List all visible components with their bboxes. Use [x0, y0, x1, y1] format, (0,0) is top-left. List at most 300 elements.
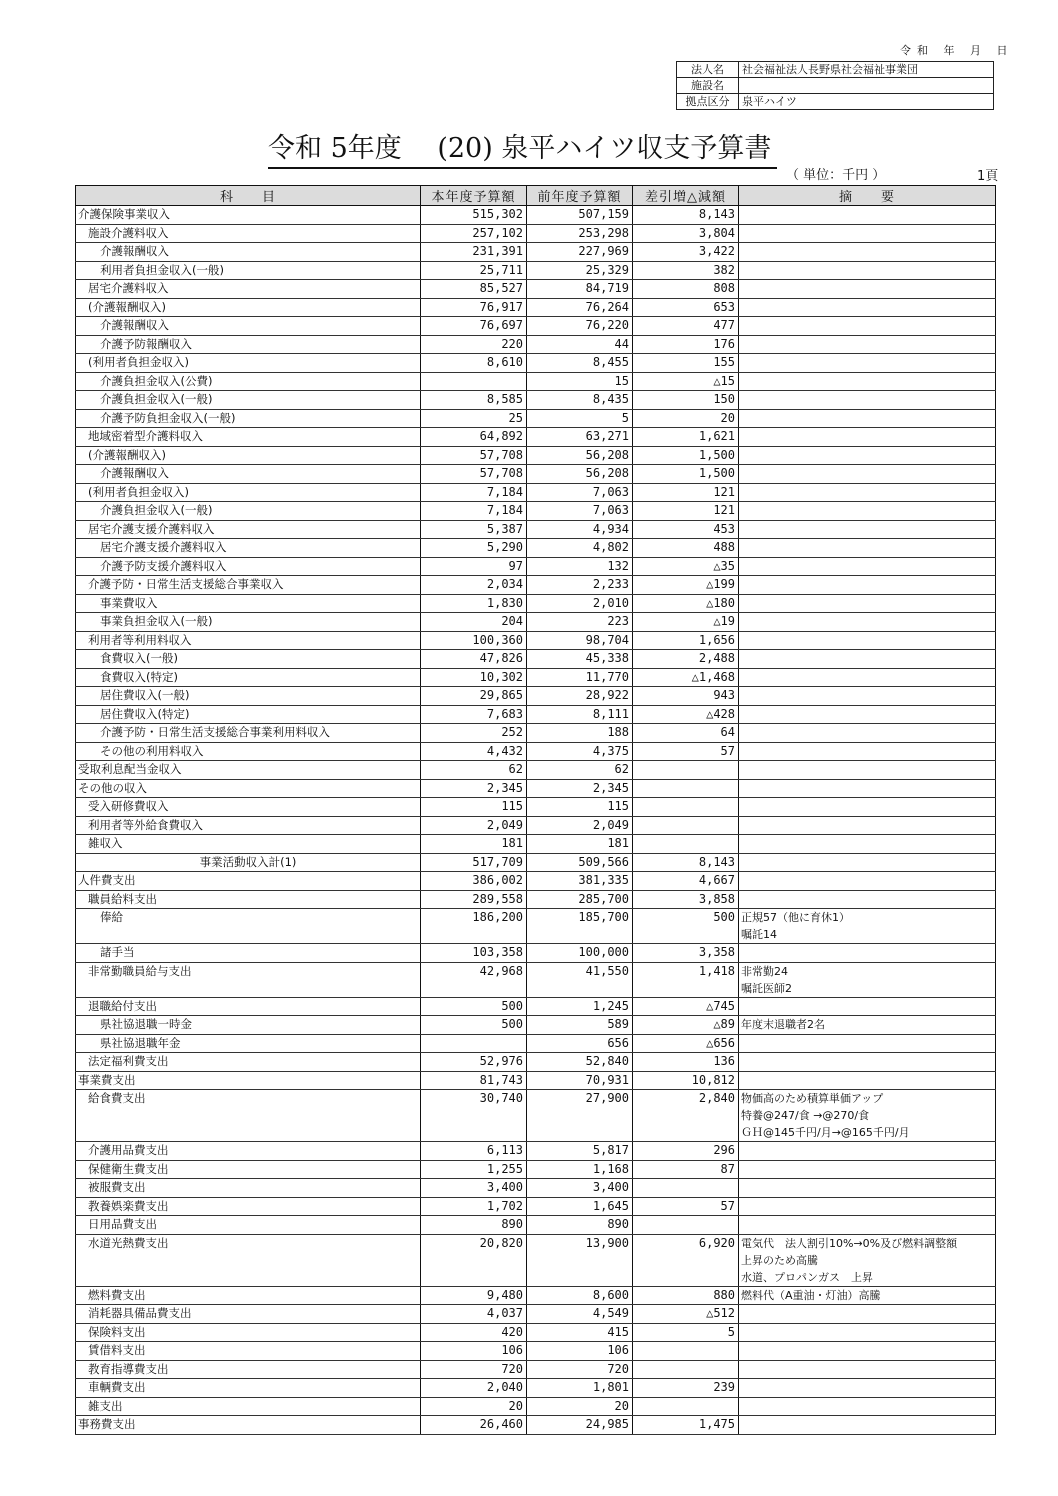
subject-cell: 非常勤職員給与支出 — [76, 962, 421, 997]
previous-budget-cell: 5 — [527, 409, 633, 428]
current-budget-cell: 517,709 — [421, 853, 527, 872]
table-row — [76, 1342, 996, 1361]
table-row — [76, 1034, 996, 1053]
difference-cell — [633, 1397, 739, 1416]
previous-budget-cell: 56,208 — [527, 465, 633, 484]
previous-budget-cell: 8,600 — [527, 1286, 633, 1305]
header-subject: 科 目 — [76, 186, 421, 206]
table-row — [76, 962, 996, 997]
previous-budget-cell: 8,111 — [527, 705, 633, 724]
subject-cell: 事業負担金収入(一般) — [76, 613, 421, 632]
subject-cell: 県社協退職年金 — [76, 1034, 421, 1053]
difference-cell: 653 — [633, 298, 739, 317]
difference-cell: 943 — [633, 687, 739, 706]
current-budget-cell: 186,200 — [421, 909, 527, 944]
summary-cell — [739, 243, 996, 262]
subject-cell: (利用者負担金収入) — [76, 354, 421, 373]
table-row — [76, 1071, 996, 1090]
table-row — [76, 465, 996, 484]
subject-cell: 教育指導費支出 — [76, 1360, 421, 1379]
table-row — [76, 853, 996, 872]
subject-cell: 居宅介護支援介護料収入 — [76, 520, 421, 539]
table-row — [76, 1179, 996, 1198]
unit-label: （ 単位：千円 ） — [786, 168, 886, 183]
subject-cell: 賃借料支出 — [76, 1342, 421, 1361]
summary-cell — [739, 1179, 996, 1198]
summary-cell — [739, 372, 996, 391]
difference-cell: 57 — [633, 1197, 739, 1216]
summary-cell — [739, 798, 996, 817]
subject-cell: 介護予防報酬収入 — [76, 335, 421, 354]
subject-cell: 居住費収入(特定) — [76, 705, 421, 724]
difference-cell: 880 — [633, 1286, 739, 1305]
previous-budget-cell: 890 — [527, 1216, 633, 1235]
current-budget-cell: 1,830 — [421, 594, 527, 613]
difference-cell: 477 — [633, 317, 739, 336]
difference-cell — [633, 798, 739, 817]
summary-cell — [739, 409, 996, 428]
subject-cell: 事業費支出 — [76, 1071, 421, 1090]
summary-cell — [739, 1034, 996, 1053]
current-budget-cell: 30,740 — [421, 1090, 527, 1142]
table-row — [76, 1016, 996, 1035]
table-row — [76, 280, 996, 299]
current-budget-cell: 252 — [421, 724, 527, 743]
summary-cell — [739, 1305, 996, 1324]
subject-cell: 法定福利費支出 — [76, 1053, 421, 1072]
summary-cell — [739, 742, 996, 761]
summary-cell — [739, 944, 996, 963]
current-budget-cell: 4,037 — [421, 1305, 527, 1324]
summary-cell — [739, 206, 996, 225]
subject-cell: 食費収入(一般) — [76, 650, 421, 669]
current-budget-cell: 204 — [421, 613, 527, 632]
difference-cell — [633, 835, 739, 854]
difference-cell: 8,143 — [633, 206, 739, 225]
difference-cell: 1,500 — [633, 446, 739, 465]
header-difference: 差引増△減額 — [633, 186, 739, 206]
summary-cell — [739, 779, 996, 798]
previous-budget-cell: 1,168 — [527, 1160, 633, 1179]
current-budget-cell: 6,113 — [421, 1142, 527, 1161]
subject-cell: 保険料支出 — [76, 1323, 421, 1342]
table-row — [76, 997, 996, 1016]
difference-cell: △428 — [633, 705, 739, 724]
summary-cell — [739, 280, 996, 299]
current-budget-cell: 25,711 — [421, 261, 527, 280]
difference-cell: △15 — [633, 372, 739, 391]
previous-budget-cell: 1,245 — [527, 997, 633, 1016]
header-summary: 摘 要 — [739, 186, 996, 206]
subject-cell: 諸手当 — [76, 944, 421, 963]
summary-cell — [739, 224, 996, 243]
subject-cell: 雑支出 — [76, 1397, 421, 1416]
summary-cell: 正規57（他に育休1） 嘱託14 — [739, 909, 996, 944]
table-row — [76, 557, 996, 576]
current-budget-cell: 10,302 — [421, 668, 527, 687]
table-row — [76, 539, 996, 558]
previous-budget-cell: 20 — [527, 1397, 633, 1416]
table-row — [76, 261, 996, 280]
subject-cell: 事務費支出 — [76, 1416, 421, 1435]
current-budget-cell: 85,527 — [421, 280, 527, 299]
previous-budget-cell: 44 — [527, 335, 633, 354]
difference-cell: △35 — [633, 557, 739, 576]
table-row — [76, 872, 996, 891]
subject-cell: (介護報酬収入) — [76, 298, 421, 317]
difference-cell — [633, 1342, 739, 1361]
current-budget-cell: 257,102 — [421, 224, 527, 243]
previous-budget-cell: 76,264 — [527, 298, 633, 317]
summary-cell — [739, 539, 996, 558]
table-row — [76, 1216, 996, 1235]
subject-cell: 介護報酬収入 — [76, 243, 421, 262]
budget-table — [75, 185, 996, 1435]
previous-budget-cell: 11,770 — [527, 668, 633, 687]
previous-budget-cell: 56,208 — [527, 446, 633, 465]
previous-budget-cell: 62 — [527, 761, 633, 780]
difference-cell: 136 — [633, 1053, 739, 1072]
subject-cell: 居宅介護料収入 — [76, 280, 421, 299]
previous-budget-cell: 106 — [527, 1342, 633, 1361]
current-budget-cell: 289,558 — [421, 890, 527, 909]
current-budget-cell: 4,432 — [421, 742, 527, 761]
summary-cell — [739, 761, 996, 780]
previous-budget-cell: 2,345 — [527, 779, 633, 798]
current-budget-cell: 3,400 — [421, 1179, 527, 1198]
table-row — [76, 1053, 996, 1072]
current-budget-cell: 103,358 — [421, 944, 527, 963]
current-budget-cell: 20,820 — [421, 1234, 527, 1286]
table-row — [76, 1360, 996, 1379]
previous-budget-cell: 8,435 — [527, 391, 633, 410]
current-budget-cell: 2,034 — [421, 576, 527, 595]
current-budget-cell: 57,708 — [421, 446, 527, 465]
table-row — [76, 816, 996, 835]
previous-budget-cell: 8,455 — [527, 354, 633, 373]
info-value: 泉平ハイツ — [739, 94, 994, 110]
difference-cell: 2,488 — [633, 650, 739, 669]
summary-cell — [739, 1197, 996, 1216]
previous-budget-cell: 185,700 — [527, 909, 633, 944]
difference-cell: △180 — [633, 594, 739, 613]
current-budget-cell: 890 — [421, 1216, 527, 1235]
current-budget-cell: 62 — [421, 761, 527, 780]
table-row — [76, 502, 996, 521]
subject-cell: 人件費支出 — [76, 872, 421, 891]
current-budget-cell: 64,892 — [421, 428, 527, 447]
summary-cell — [739, 428, 996, 447]
subject-cell: その他の利用料収入 — [76, 742, 421, 761]
table-row — [76, 798, 996, 817]
difference-cell: 453 — [633, 520, 739, 539]
subject-cell: 居住費収入(一般) — [76, 687, 421, 706]
current-budget-cell: 1,255 — [421, 1160, 527, 1179]
previous-budget-cell: 13,900 — [527, 1234, 633, 1286]
subject-cell: 給食費支出 — [76, 1090, 421, 1142]
current-budget-cell: 47,826 — [421, 650, 527, 669]
summary-cell — [739, 1053, 996, 1072]
summary-cell — [739, 853, 996, 872]
summary-cell — [739, 724, 996, 743]
subject-cell: 利用者等外給食費収入 — [76, 816, 421, 835]
previous-budget-cell: 509,566 — [527, 853, 633, 872]
subject-cell: 被服費支出 — [76, 1179, 421, 1198]
subject-cell: 受取利息配当金収入 — [76, 761, 421, 780]
current-budget-cell: 100,360 — [421, 631, 527, 650]
summary-cell — [739, 1379, 996, 1398]
difference-cell: △656 — [633, 1034, 739, 1053]
table-row — [76, 668, 996, 687]
table-row — [76, 1197, 996, 1216]
summary-cell — [739, 1342, 996, 1361]
difference-cell: 8,143 — [633, 853, 739, 872]
difference-cell — [633, 779, 739, 798]
summary-cell — [739, 1216, 996, 1235]
previous-budget-cell: 70,931 — [527, 1071, 633, 1090]
summary-cell — [739, 1397, 996, 1416]
current-budget-cell: 97 — [421, 557, 527, 576]
summary-cell — [739, 1071, 996, 1090]
table-row — [76, 243, 996, 262]
current-budget-cell: 7,683 — [421, 705, 527, 724]
info-label: 施設名 — [677, 78, 739, 94]
summary-cell: 燃料代（A重油・灯油）高騰 — [739, 1286, 996, 1305]
info-row-base — [677, 94, 994, 110]
previous-budget-cell: 45,338 — [527, 650, 633, 669]
subject-cell: 職員給料支出 — [76, 890, 421, 909]
table-row — [76, 650, 996, 669]
previous-budget-cell: 2,049 — [527, 816, 633, 835]
summary-cell — [739, 997, 996, 1016]
current-budget-cell: 386,002 — [421, 872, 527, 891]
difference-cell: 500 — [633, 909, 739, 944]
table-row — [76, 298, 996, 317]
previous-budget-cell: 63,271 — [527, 428, 633, 447]
current-budget-cell — [421, 1034, 527, 1053]
previous-budget-cell: 15 — [527, 372, 633, 391]
summary-cell — [739, 1360, 996, 1379]
table-row — [76, 761, 996, 780]
difference-cell: 20 — [633, 409, 739, 428]
summary-cell — [739, 520, 996, 539]
previous-budget-cell: 2,233 — [527, 576, 633, 595]
summary-cell — [739, 1416, 996, 1435]
previous-budget-cell: 227,969 — [527, 243, 633, 262]
difference-cell: 150 — [633, 391, 739, 410]
table-row — [76, 206, 996, 225]
header-current-budget: 本年度予算額 — [421, 186, 527, 206]
previous-budget-cell: 507,159 — [527, 206, 633, 225]
current-budget-cell: 57,708 — [421, 465, 527, 484]
subject-cell: 燃料費支出 — [76, 1286, 421, 1305]
subject-cell: (利用者負担金収入) — [76, 483, 421, 502]
info-row-facility — [677, 78, 994, 94]
previous-budget-cell: 115 — [527, 798, 633, 817]
summary-cell — [739, 502, 996, 521]
previous-budget-cell: 28,922 — [527, 687, 633, 706]
difference-cell: 64 — [633, 724, 739, 743]
difference-cell: △1,468 — [633, 668, 739, 687]
summary-cell — [739, 483, 996, 502]
table-row — [76, 483, 996, 502]
summary-cell — [739, 650, 996, 669]
subject-cell: (介護報酬収入) — [76, 446, 421, 465]
table-row — [76, 1323, 996, 1342]
previous-budget-cell: 1,801 — [527, 1379, 633, 1398]
previous-budget-cell: 381,335 — [527, 872, 633, 891]
subject-cell: その他の収入 — [76, 779, 421, 798]
previous-budget-cell: 5,817 — [527, 1142, 633, 1161]
previous-budget-cell: 98,704 — [527, 631, 633, 650]
table-row — [76, 1305, 996, 1324]
summary-cell — [739, 872, 996, 891]
previous-budget-cell: 285,700 — [527, 890, 633, 909]
previous-budget-cell: 3,400 — [527, 1179, 633, 1198]
summary-cell — [739, 298, 996, 317]
summary-cell — [739, 1323, 996, 1342]
difference-cell: 155 — [633, 354, 739, 373]
summary-cell — [739, 890, 996, 909]
summary-cell — [739, 576, 996, 595]
summary-cell: 年度末退職者2名 — [739, 1016, 996, 1035]
info-row-corporation — [677, 62, 994, 78]
summary-cell — [739, 391, 996, 410]
subject-cell: 介護負担金収入(一般) — [76, 502, 421, 521]
previous-budget-cell: 24,985 — [527, 1416, 633, 1435]
current-budget-cell: 1,702 — [421, 1197, 527, 1216]
difference-cell: △89 — [633, 1016, 739, 1035]
previous-budget-cell: 27,900 — [527, 1090, 633, 1142]
current-budget-cell — [421, 372, 527, 391]
previous-budget-cell: 2,010 — [527, 594, 633, 613]
summary-cell — [739, 354, 996, 373]
previous-budget-cell: 7,063 — [527, 483, 633, 502]
table-row — [76, 909, 996, 944]
current-budget-cell: 2,040 — [421, 1379, 527, 1398]
subject-cell: 教養娯楽費支出 — [76, 1197, 421, 1216]
previous-budget-cell: 7,063 — [527, 502, 633, 521]
table-row — [76, 705, 996, 724]
subject-cell: 雑収入 — [76, 835, 421, 854]
table-row — [76, 391, 996, 410]
table-row — [76, 224, 996, 243]
current-budget-cell: 8,610 — [421, 354, 527, 373]
subject-cell: 県社協退職一時金 — [76, 1016, 421, 1035]
summary-cell: 電気代 法人割引10%→0%及び燃料調整額 上昇のため高騰 水道、プロパンガス 上昇 — [739, 1234, 996, 1286]
table-row — [76, 1286, 996, 1305]
table-row — [76, 1160, 996, 1179]
subject-cell: 介護負担金収入(公費) — [76, 372, 421, 391]
subject-cell: 消耗器具備品費支出 — [76, 1305, 421, 1324]
difference-cell: 87 — [633, 1160, 739, 1179]
summary-cell — [739, 446, 996, 465]
difference-cell: 239 — [633, 1379, 739, 1398]
subject-cell: 食費収入(特定) — [76, 668, 421, 687]
current-budget-cell: 2,345 — [421, 779, 527, 798]
subject-cell: 施設介護料収入 — [76, 224, 421, 243]
difference-cell: 3,858 — [633, 890, 739, 909]
current-budget-cell: 25 — [421, 409, 527, 428]
current-budget-cell: 220 — [421, 335, 527, 354]
previous-budget-cell: 415 — [527, 1323, 633, 1342]
difference-cell: 3,804 — [633, 224, 739, 243]
table-row — [76, 613, 996, 632]
current-budget-cell: 2,049 — [421, 816, 527, 835]
current-budget-cell: 720 — [421, 1360, 527, 1379]
current-budget-cell: 500 — [421, 997, 527, 1016]
previous-budget-cell: 52,840 — [527, 1053, 633, 1072]
table-row — [76, 1397, 996, 1416]
difference-cell — [633, 1179, 739, 1198]
previous-budget-cell: 41,550 — [527, 962, 633, 997]
difference-cell: 10,812 — [633, 1071, 739, 1090]
subject-cell: 地域密着型介護料収入 — [76, 428, 421, 447]
difference-cell — [633, 1360, 739, 1379]
table-row — [76, 520, 996, 539]
summary-cell — [739, 1160, 996, 1179]
difference-cell: 1,500 — [633, 465, 739, 484]
difference-cell: △745 — [633, 997, 739, 1016]
current-budget-cell: 181 — [421, 835, 527, 854]
table-row — [76, 1234, 996, 1286]
difference-cell: 3,358 — [633, 944, 739, 963]
difference-cell: 57 — [633, 742, 739, 761]
summary-cell — [739, 557, 996, 576]
difference-cell — [633, 761, 739, 780]
subject-cell: 介護予防負担金収入(一般) — [76, 409, 421, 428]
current-budget-cell: 115 — [421, 798, 527, 817]
difference-cell — [633, 816, 739, 835]
current-budget-cell: 9,480 — [421, 1286, 527, 1305]
current-budget-cell: 7,184 — [421, 502, 527, 521]
current-budget-cell: 231,391 — [421, 243, 527, 262]
difference-cell: 121 — [633, 483, 739, 502]
previous-budget-cell: 656 — [527, 1034, 633, 1053]
table-row — [76, 742, 996, 761]
info-value: 社会福祉法人長野県社会福祉事業団 — [739, 62, 994, 78]
difference-cell: △19 — [633, 613, 739, 632]
summary-cell — [739, 668, 996, 687]
difference-cell: 1,621 — [633, 428, 739, 447]
current-budget-cell: 81,743 — [421, 1071, 527, 1090]
current-budget-cell: 106 — [421, 1342, 527, 1361]
difference-cell: 5 — [633, 1323, 739, 1342]
subject-cell: 居宅介護支援介護料収入 — [76, 539, 421, 558]
current-budget-cell: 500 — [421, 1016, 527, 1035]
subject-cell: 俸給 — [76, 909, 421, 944]
summary-cell — [739, 687, 996, 706]
difference-cell: 1,656 — [633, 631, 739, 650]
page-title: 令和 5年度 (20) 泉平ハイツ収支予算書 — [268, 132, 777, 169]
current-budget-cell: 7,184 — [421, 483, 527, 502]
current-budget-cell: 420 — [421, 1323, 527, 1342]
subject-cell: 介護負担金収入(一般) — [76, 391, 421, 410]
subject-cell: 介護報酬収入 — [76, 317, 421, 336]
summary-cell — [739, 1142, 996, 1161]
subject-cell: 介護予防支援介護料収入 — [76, 557, 421, 576]
summary-cell: 物価高のため積算単価アップ 特養@247/食 →@270/食 ＧＨ@145千円/月→@165千円/月 — [739, 1090, 996, 1142]
previous-budget-cell: 25,329 — [527, 261, 633, 280]
previous-budget-cell: 4,375 — [527, 742, 633, 761]
current-budget-cell: 515,302 — [421, 206, 527, 225]
previous-budget-cell: 76,220 — [527, 317, 633, 336]
table-row — [76, 576, 996, 595]
table-row — [76, 631, 996, 650]
info-label: 拠点区分 — [677, 94, 739, 110]
current-budget-cell: 5,290 — [421, 539, 527, 558]
summary-cell — [739, 594, 996, 613]
